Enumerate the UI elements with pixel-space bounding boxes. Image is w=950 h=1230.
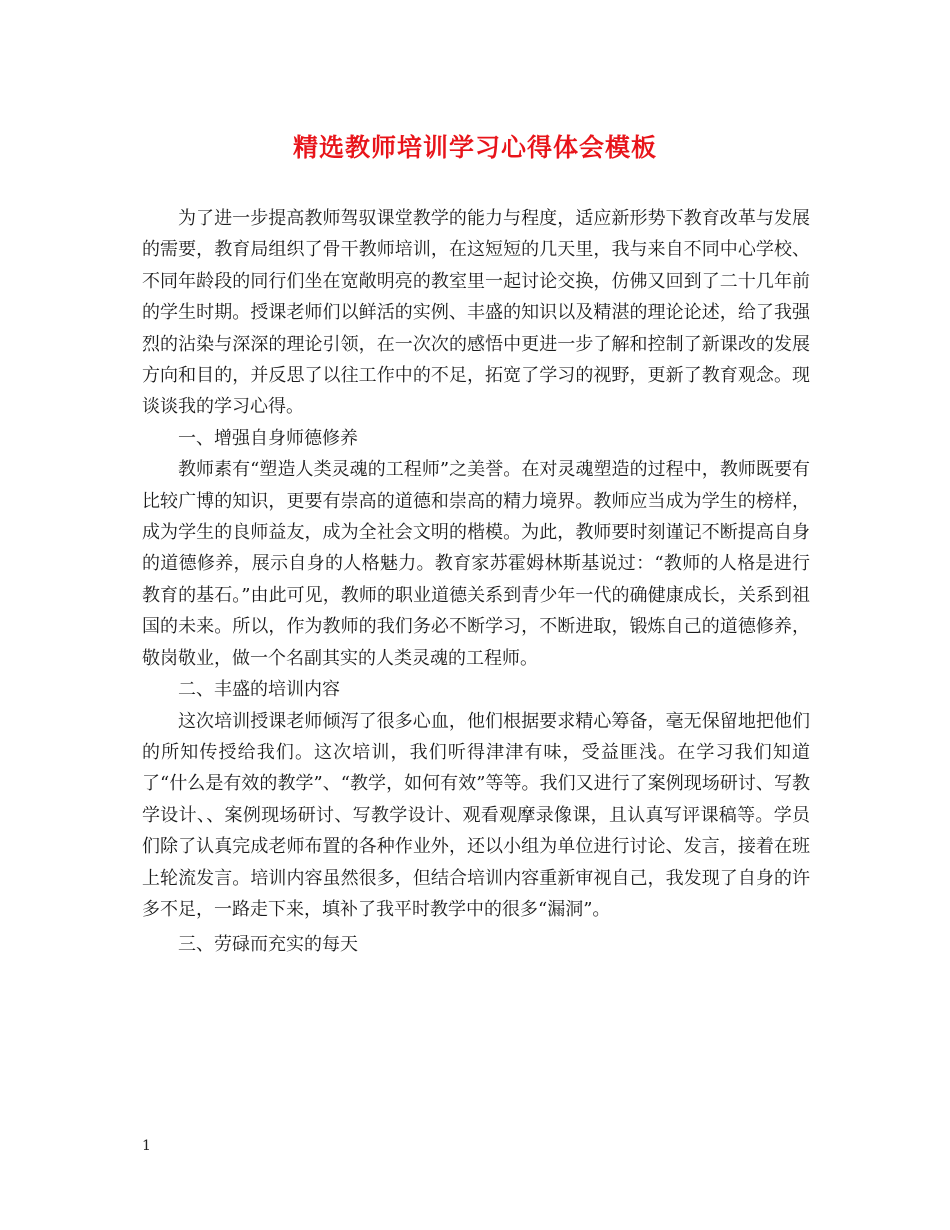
section-heading-3: 三、劳碌而充实的每天	[178, 934, 358, 956]
section-heading-2: 二、丰盛的培训内容	[178, 679, 340, 701]
section-paragraph-2: 这次培训授课老师倾泻了很多心血，他们根据要求精心筹备，毫无保留地把他们的所知传授给我们。这次培训，我们听得津津有味，受益匪浅。在学习我们知道了“什么是有效的教学”、“教学，如何有效”等等。我们又进行了案例现场研讨、写教学设计、、案例现场研讨、写教学设计、观看观摩录像课，且认真写评课稿等。学员们除了认真完成老师布置的各种作业外，还以小组为单位进行讨论、发言，接着在班上轮流发言。培训内容虽然很多，但结合培训内容重新审视自己，我发现了自身的许多不足，一路走下来，填补了我平时教学中的很多“漏洞”。	[142, 710, 810, 920]
intro-paragraph: 为了进一步提高教师驾驭课堂教学的能力与程度，适应新形势下教育改革与发展的需要，教育局组织了骨干教师培训，在这短短的几天里，我与来自不同中心学校、不同年龄段的同行们坐在宽敞明亮的教室里一起讨论交换，仿佛又回到了二十几年前的学生时期。授课老师们以鲜活的实例、丰盛的知识以及精湛的理论论述，给了我强烈的沾染与深深的理论引领，在一次次的感悟中更进一步了解和控制了新课改的发展方向和目的，并反思了以往工作中的不足，拓宽了学习的视野，更新了教育观念。现谈谈我的学习心得。	[142, 208, 810, 418]
page-number: 1	[142, 1138, 151, 1154]
document-title: 精选教师培训学习心得体会模板	[292, 133, 657, 162]
section-paragraph-1: 教师素有“塑造人类灵魂的工程师”之美誉。在对灵魂塑造的过程中，教师既要有比较广博的知识，更要有崇高的道德和崇高的精力境界。教师应当成为学生的榜样，成为学生的良师益友，成为全社会文明的楷模。为此，教师要时刻谨记不断提高自身的道德修养，展示自身的人格魅力。教育家苏霍姆林斯基说过：“教师的人格是进行教育的基石。”由此可见，教师的职业道德关系到青少年一代的确健康成长，关系到祖国的未来。所以，作为教师的我们务必不断学习，不断进取，锻炼自己的道德修养，敬岗敬业，做一个名副其实的人类灵魂的工程师。	[142, 459, 810, 669]
document-body	[142, 203, 810, 961]
section-heading-1: 一、增强自身师德修养	[178, 427, 358, 449]
